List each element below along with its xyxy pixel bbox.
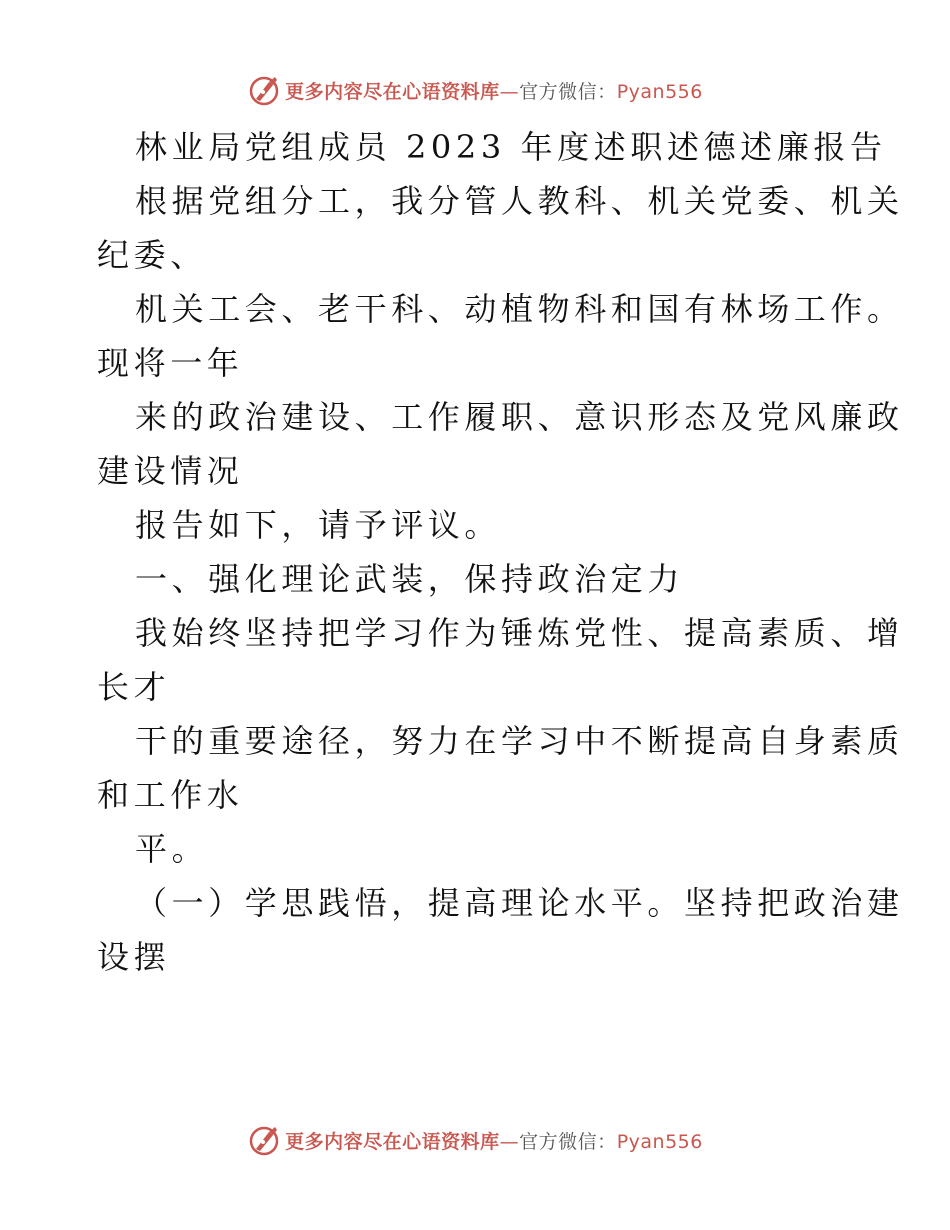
watermark-primary: 更多内容尽在心语资料库 (285, 1130, 500, 1153)
text-line: 长才 (97, 668, 171, 706)
text-line: 现将一年 (97, 344, 244, 382)
text-line: 平。 (135, 830, 209, 868)
watermark-dash: — (499, 80, 520, 103)
watermark-dash: — (499, 1130, 520, 1153)
text-line: 机关工会、老干科、动植物科和国有林场工作。 (135, 290, 904, 328)
watermark-secondary: 官方微信： (519, 1130, 617, 1153)
document-body (97, 120, 904, 984)
document-title: 林业局党组成员 2023 年度述职述德述廉报告 (135, 128, 887, 166)
text-line: 干的重要途径，努力在学习中不断提高自身素质 (135, 722, 904, 760)
watermark-secondary: 官方微信： (519, 80, 617, 103)
text-line: 设摆 (97, 938, 171, 976)
text-line: 一、强化理论武装，保持政治定力 (135, 560, 685, 598)
watermark-primary: 更多内容尽在心语资料库 (285, 80, 500, 103)
watermark-text (285, 77, 703, 104)
text-line: 报告如下，请予评议。 (135, 506, 502, 544)
header-watermark (0, 70, 950, 110)
text-line: 建设情况 (97, 452, 244, 490)
text-line: （一）学思践悟，提高理论水平。坚持把政治建 (135, 884, 904, 922)
text-line: 纪委、 (97, 236, 207, 274)
text-line: 根据党组分工，我分管人教科、机关党委、机关 (135, 182, 904, 220)
watermark-text (285, 1127, 703, 1154)
text-line: 我始终坚持把学习作为锤炼党性、提高素质、增 (135, 614, 904, 652)
watermark-id: Pyan556 (616, 80, 703, 103)
footer-watermark (0, 1120, 950, 1160)
pen-nib-logo-icon (247, 1123, 281, 1157)
watermark-id: Pyan556 (616, 1130, 703, 1153)
pen-nib-logo-icon (247, 73, 281, 107)
text-line: 来的政治建设、工作履职、意识形态及党风廉政 (135, 398, 904, 436)
text-line: 和工作水 (97, 776, 244, 814)
